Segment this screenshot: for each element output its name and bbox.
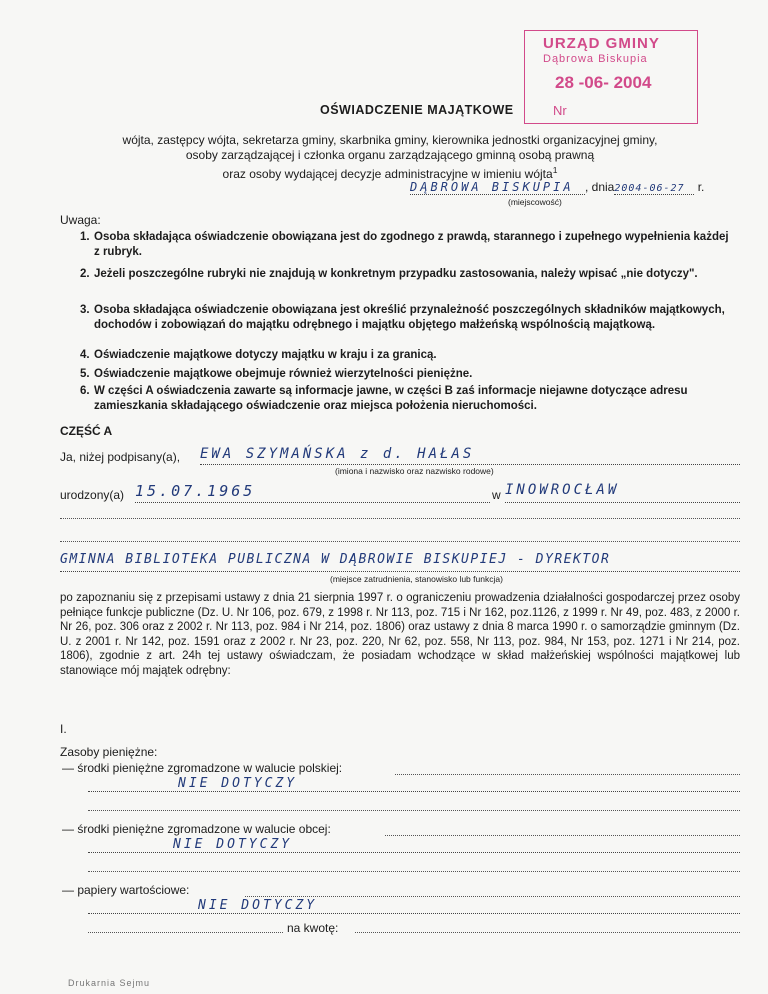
stamp-nr-label: Nr xyxy=(553,103,567,118)
printer-footer: Drukarnia Sejmu xyxy=(68,978,151,988)
securities-label: — papiery wartościowe: xyxy=(62,883,190,897)
uwaga-item-5: 5. Oświadczenie majątkowe obejmuje również wierzytelności pieniężne. xyxy=(80,368,473,380)
uwaga-item-2: 2. Jeżeli poszczególne rubryki nie znajdują w konkretnym przypadku zastosowania, należy wpisać „nie dotyczy". xyxy=(80,268,698,280)
signed-label: Ja, niżej podpisany(a), xyxy=(60,450,181,464)
stamp-date: 28 -06- 2004 xyxy=(555,73,652,92)
blank-line xyxy=(88,871,740,872)
section-1-number: I. xyxy=(60,722,67,736)
birth-date-field[interactable]: 15.07.1965 xyxy=(135,482,490,503)
born-in-label: w xyxy=(492,488,501,502)
subtitle-line-2: osoby zarządzającej i członka organu zarządzającego gminną osobą prawną xyxy=(185,148,595,162)
employment-field[interactable]: GMINNA BIBLIOTEKA PUBLICZNA W DĄBROWIE BISKUPIEJ - DYREKTOR xyxy=(60,552,740,572)
fx-funds-label: — środki pieniężne zgromadzone w walucie obcej: xyxy=(62,822,331,836)
amount-field[interactable] xyxy=(355,932,740,933)
footnote-mark: 1 xyxy=(552,165,558,175)
uwaga-label: Uwaga: xyxy=(60,213,101,227)
signed-caption: (imiona i nazwisko oraz nazwisko rodowe) xyxy=(335,466,494,476)
date-value[interactable]: 2004-06-27 xyxy=(614,183,694,195)
blank-line xyxy=(60,541,740,542)
subtitle-line-3: oraz osoby wydającej decyzje administracyjne w imieniu wójta$^1$ xyxy=(222,165,558,181)
uwaga-item-3: 3. Osoba składająca oświadczenie obowiązana jest określić przynależność poszczególnych składników majątkowych, dochodów i zobowiązań do majątku odrębnego i majątku objętego małżeńską wspólnością majątkową. xyxy=(80,304,725,331)
registry-stamp xyxy=(524,30,698,124)
blank-line xyxy=(385,835,740,836)
pln-funds-field[interactable]: NIE DOTYCZY xyxy=(88,776,740,792)
uwaga-item-4: 4. Oświadczenie majątkowe dotyczy majątku w kraju i za granicą. xyxy=(80,349,437,361)
place-caption: (miejscowość) xyxy=(508,197,562,207)
blank-line xyxy=(60,518,740,519)
blank-line xyxy=(245,896,740,897)
employment-caption: (miejsce zatrudnienia, stanowisko lub funkcja) xyxy=(330,574,503,584)
blank-line xyxy=(395,774,740,775)
blank-line xyxy=(88,932,283,933)
part-a-label: CZĘŚĆ A xyxy=(60,424,113,438)
blank-line xyxy=(88,810,740,811)
amount-label: na kwotę: xyxy=(287,921,339,935)
page-title: OŚWIADCZENIE MAJĄTKOWE xyxy=(320,103,514,117)
uwaga-item-6: 6. W części A oświadczenia zawarte są informacje jawne, w części B zaś informacje niejawne dotyczące adresu zamieszkania składającego oświadczenie oraz miejsca położenia nieruchomości. xyxy=(80,385,688,412)
signed-name-field[interactable]: EWA SZYMAŃSKA z d. HAŁAS xyxy=(200,446,740,465)
birth-place-field[interactable]: INOWROCŁAW xyxy=(505,482,740,503)
born-label: urodzony(a) xyxy=(60,488,125,502)
uwaga-item-1: 1. Osoba składająca oświadczenie obowiązana jest do zgodnego z prawdą, starannego i zupełnego wypełnienia każdej z rubryk. xyxy=(80,231,729,258)
stamp-office: URZĄD GMINY xyxy=(543,35,660,52)
securities-field[interactable]: NIE DOTYCZY xyxy=(88,898,740,914)
place-value[interactable]: DĄBROWA BISKUPIA xyxy=(410,180,585,195)
statement-paragraph: po zapoznaniu się z przepisami ustawy z dnia 21 sierpnia 1997 r. o ograniczeniu prowadzenia działalności gospodarczej przez osoby pełniące funkcje publiczne (Dz. U. Nr 106, poz. 679, z 1998 r. Nr 113, poz. 715 i Nr 162, poz.1126, z 1999 r. Nr 49, poz. 483, z 2000 r. Nr 26, poz. 306 oraz z 2002 r. Nr 113, poz. 984 i Nr 214, poz. 1806) oraz ustawy z dnia 8 marca 1990 r. o samorządzie gminnym (Dz. U. z 2001 r. Nr 142, poz. 1591 oraz z 2002 r. Nr 23, poz. 220, Nr 62, poz. 558, Nr 113, poz. 984, Nr 153, poz. 1271 i Nr 214, poz. 1806), zgodnie z art. 24h tej ustawy oświadczam, że posiadam wchodzące w skład małżeńskiej wspólności majątkowej lub stanowiące mój majątek odrębny: xyxy=(60,592,740,677)
pln-funds-label: — środki pieniężne zgromadzone w walucie polskiej: xyxy=(62,761,343,775)
subtitle-line-1: wójta, zastępcy wójta, sekretarza gminy, skarbnika gminy, kierownika jednostki organizacyjnej gminy, xyxy=(122,133,658,147)
fx-funds-field[interactable]: NIE DOTYCZY xyxy=(88,837,740,853)
stamp-municipality: Dąbrowa Biskupia xyxy=(543,53,648,65)
place-date-row: DĄBROWA BISKUPIA , dnia2004-06-27 r. xyxy=(410,180,705,194)
section-1-title: Zasoby pieniężne: xyxy=(60,745,158,759)
